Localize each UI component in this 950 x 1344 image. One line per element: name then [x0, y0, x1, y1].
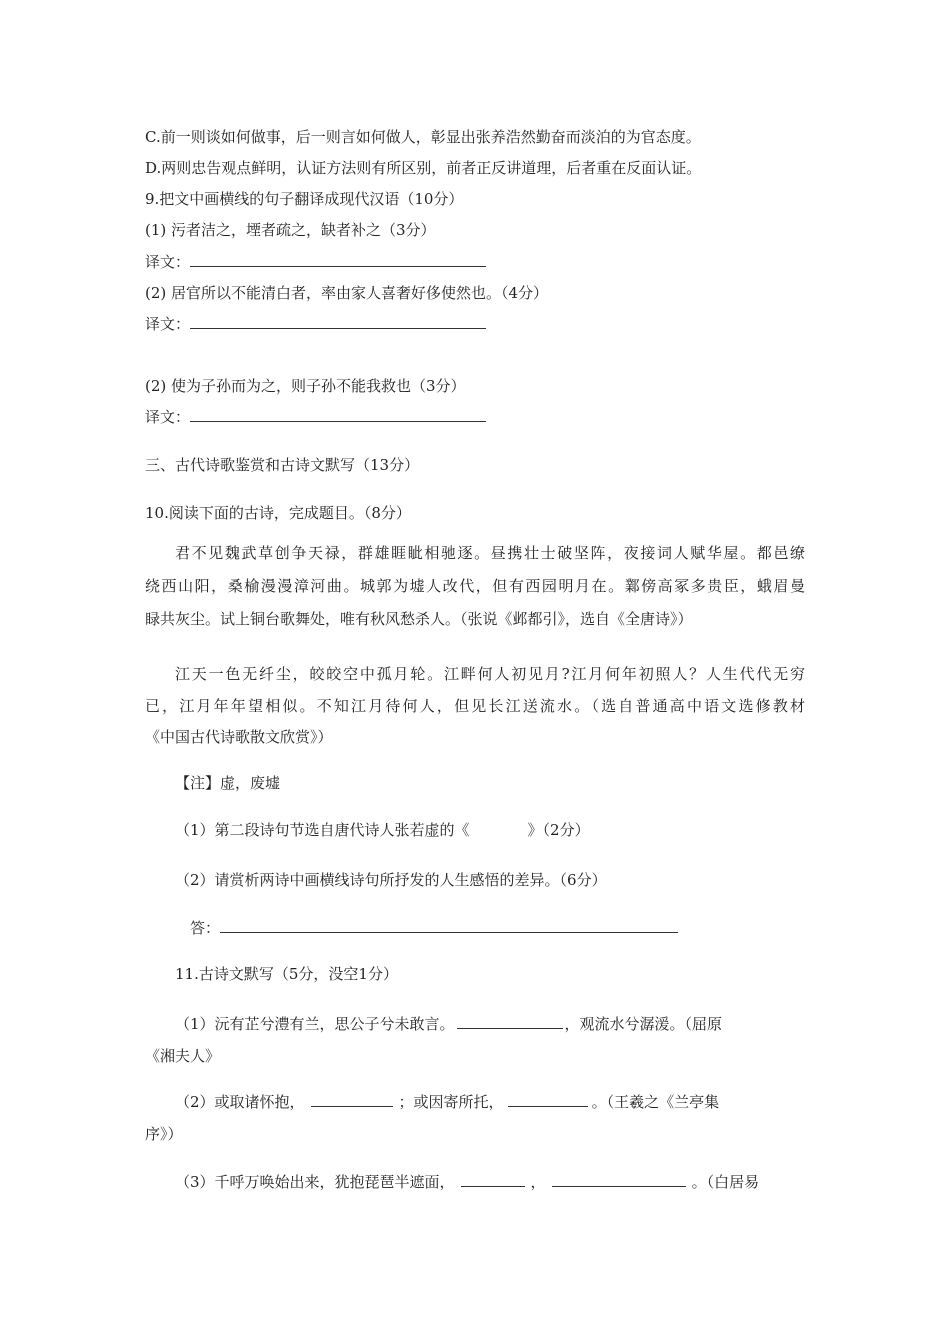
q10-note: 【注】虚，废墟: [175, 774, 281, 792]
poem1-line: 君不见魏武草创争天禄，群雄睚眦相驰逐。昼携壮士破坚阵，夜接词人赋华屋。都邑缭: [175, 544, 805, 562]
poem1-line: 睩共灰尘。试上铜台歌舞处，唯有秋风愁杀人。（张说《邺都引》，选自《全唐诗》）: [145, 610, 693, 628]
answer-blank[interactable]: [190, 252, 486, 267]
q10-sub1: [175, 820, 590, 840]
item-text: 。（王羲之《兰亭集: [591, 1093, 720, 1111]
q11-item1: [175, 1014, 722, 1034]
fill-blank[interactable]: [457, 1014, 563, 1029]
poem2-line: 《中国古代诗歌散文欣赏》）: [145, 728, 333, 746]
option-c: C.前一则谈如何做事，后一则言如何做人，彰显出张养浩然勤奋而淡泊的为官态度。: [145, 128, 701, 146]
item-text: ，观流水兮潺湲。（屈原: [564, 1015, 723, 1033]
fill-blank[interactable]: [552, 1172, 686, 1187]
q9-item2-prompt: (2) 居官所以不能清白者，率由家人喜奢好侈使然也。（4分）: [145, 284, 549, 302]
q10-title: 10.阅读下面的古诗，完成题目。（8分）: [145, 504, 411, 522]
sub1-text: （1）第二段诗句节选自唐代诗人张若虚的《: [175, 821, 470, 839]
q9-title: 9.把文中画横线的句子翻译成现代汉语（10分）: [145, 190, 464, 208]
q11-item3: [175, 1172, 759, 1192]
q11-title: 11.古诗文默写（5分，没空1分）: [175, 965, 398, 983]
q9-item1-answer[interactable]: [145, 252, 486, 272]
answer-label: 译文：: [145, 408, 191, 426]
answer-label: 译文：: [145, 253, 191, 271]
poem2-line: 江天一色无纤尘，皎皎空中孤月轮。江畔何人初见月?江月何年初照人？人生代代无穷: [175, 665, 805, 683]
q10-answer[interactable]: [190, 918, 678, 938]
item-text: ；或因寄所托，: [398, 1093, 504, 1111]
answer-label: 译文：: [145, 315, 191, 333]
q9-item2-answer[interactable]: [145, 314, 486, 334]
answer-blank[interactable]: [190, 407, 486, 422]
poem2-line: 已，江月年年望相似。不知江月待何人，但见长江送流水。（选自普通高中语文选修教材: [145, 697, 805, 715]
item-text: ，: [530, 1173, 546, 1191]
q9-item1-prompt: (1) 污者洁之，堙者疏之，缺者补之（3分）: [145, 221, 436, 239]
q9-item3-prompt: (2) 使为子孙而为之，则子孙不能我救也（3分）: [145, 377, 466, 395]
item-text: （3）千呼万唤始出来，犹抱琵琶半遮面，: [175, 1173, 455, 1191]
sub1-score: 》（2分）: [527, 821, 590, 839]
item-text: （1）沅有芷兮澧有兰，思公子兮未敢言。: [175, 1015, 455, 1033]
q11-item2-source: 序》）: [145, 1125, 183, 1143]
q11-item1-source: 《湘夫人》: [145, 1047, 221, 1065]
fill-blank[interactable]: [508, 1092, 588, 1107]
fill-blank[interactable]: [311, 1092, 393, 1107]
item-text: （2）或取诸怀抱，: [175, 1093, 305, 1111]
fill-blank[interactable]: [461, 1172, 525, 1187]
q10-sub2: （2）请赏析两诗中画横线诗句所抒发的人生感悟的差异。（6分）: [175, 871, 607, 889]
q9-item3-answer[interactable]: [145, 407, 486, 427]
section3-title: 三、古代诗歌鉴赏和古诗文默写（13分）: [145, 456, 420, 474]
answer-blank[interactable]: [190, 314, 486, 329]
answer-blank[interactable]: [220, 918, 678, 933]
item-text: 。（白居易: [691, 1173, 760, 1191]
option-d: D.两则忠告观点鲜明，认证方法则有所区别，前者正反讲道理，后者重在反面认证。: [145, 159, 702, 177]
poem1-line: 绕西山阳，桑榆漫漫漳河曲。城郭为墟人改代，但有西园明月在。鄴傍高冢多贵臣，蛾眉曼: [145, 577, 805, 595]
answer-label: 答：: [190, 919, 221, 937]
q11-item2: [175, 1092, 719, 1112]
